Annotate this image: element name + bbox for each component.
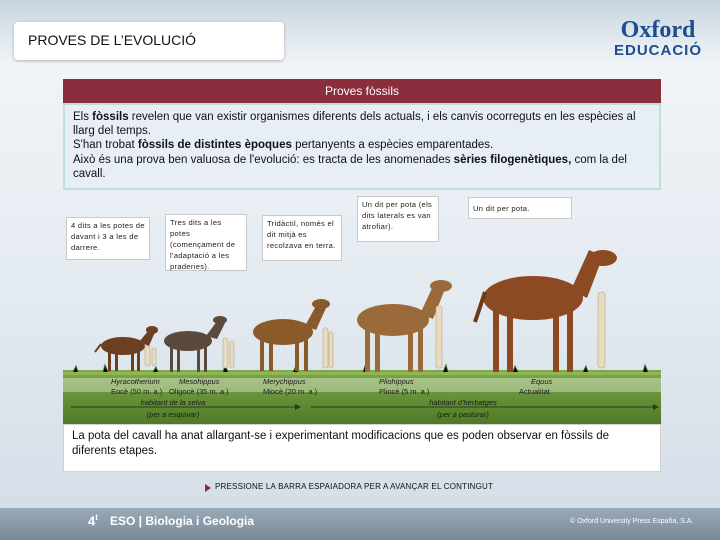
species-name: Merychippus bbox=[263, 377, 306, 386]
species-age: Eocè (50 m. a.) bbox=[111, 387, 163, 396]
habitat-forest-line2: (per a esquivar) bbox=[146, 410, 200, 419]
note-merychippus: Tridàctil, només el dit mitjà es recolzava en terra. bbox=[262, 215, 342, 261]
note-mesohippus: Tres dits a les potes (començament de l'adaptació a les praderies). bbox=[165, 214, 247, 271]
habitat-forest-line1: habitant de la selva bbox=[140, 398, 206, 407]
leg-bone-merychippus bbox=[323, 328, 333, 368]
species-age: Pliocè (5 m. a.) bbox=[379, 387, 430, 396]
note-pliohippus: Un dit per pota (els dits laterals es van atrofiar). bbox=[357, 196, 439, 242]
species-name: Pliohippus bbox=[379, 377, 414, 386]
instruction-text: PRESSIONE LA BARRA ESPAIADORA PER A AVANÇAR EL CONTINGUT bbox=[215, 482, 494, 491]
caption-box bbox=[63, 424, 661, 472]
leg-bone-pliohippus bbox=[436, 306, 442, 368]
species-age: Actualitat bbox=[519, 387, 550, 396]
habitat-grassland-line2: (per a pasturar) bbox=[437, 410, 489, 419]
footer-copyright: © Oxford University Press España, S.A. bbox=[570, 518, 694, 525]
arrow-right-icon bbox=[205, 484, 211, 492]
paragraph-series: Això és una prova ben valuosa de l'evolució: es tracta de les anomenades sèries filogenètiques, com la del cavall. bbox=[73, 153, 627, 180]
page-title-text: PROVES DE L’EVOLUCIÓ bbox=[28, 32, 197, 48]
oxford-logo bbox=[606, 18, 710, 62]
footer-grade: 4$^t$ bbox=[88, 513, 98, 529]
horse-equus bbox=[475, 250, 617, 372]
paragraph-epochs: S'han trobat fòssils de distintes èpoques pertanyents a espècies emparentades. bbox=[73, 139, 494, 152]
footer-subject: ESO | Biologia i Geologia bbox=[110, 514, 255, 528]
panel-text bbox=[63, 103, 661, 190]
paragraph-fossils: Els fòssils revelen que van existir organismes diferents dels actuals, i els canvis ocorreguts en les espècies al llarg del temps. bbox=[73, 111, 636, 138]
habitat-grassland-line1: habitant d'herbatges bbox=[429, 398, 497, 407]
caption-text: La pota del cavall ha anat allargant-se i experimentant modificacions que es poden observar en fòssils de diferents etapes. bbox=[72, 430, 609, 457]
leg-bone-hyracotherium bbox=[145, 346, 156, 366]
species-age: Miocè (20 m. a.) bbox=[263, 387, 318, 396]
note-hyracotherium: 4 dits a les potes de davant i 3 a les de darrere. bbox=[66, 217, 150, 260]
logo-top-text: Oxford bbox=[620, 17, 696, 43]
species-name: Equus bbox=[531, 377, 553, 386]
species-age: Oligocè (35 m. a.) bbox=[169, 387, 229, 396]
leg-bone-equus bbox=[598, 292, 605, 368]
note-equus: Un dit per pota. bbox=[468, 197, 572, 219]
horse-mesohippus bbox=[164, 316, 227, 372]
page-title bbox=[14, 22, 284, 60]
leg-bone-mesohippus bbox=[223, 338, 234, 368]
species-name: Hyracotherium bbox=[111, 377, 160, 386]
species-name: Mesohippus bbox=[179, 377, 220, 386]
logo-bottom-text: EDUCACIÓ bbox=[613, 42, 702, 59]
panel-heading: Proves fòssils bbox=[63, 79, 661, 103]
horse-merychippus bbox=[253, 299, 330, 371]
